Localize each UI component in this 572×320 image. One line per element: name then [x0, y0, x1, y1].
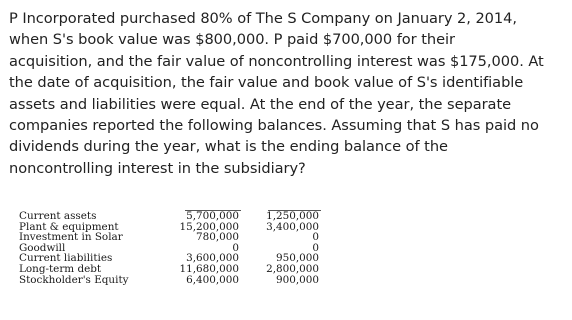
row-label: Plant & equipment [19, 220, 119, 233]
s-value: 3,400,000 [266, 220, 319, 233]
question-line: companies reported the following balances. Assuming that S has paid no [9, 117, 539, 135]
s-value: 0 [312, 231, 319, 244]
p-value: 3,600,000 [186, 252, 239, 265]
s-value: 900,000 [276, 273, 319, 286]
row-label: Stockholder's Equity [19, 273, 129, 286]
question-line: acquisition, and the fair value of noncontrolling interest was $175,000. At [9, 52, 544, 70]
question-line: dividends during the year, what is the ending balance of the [9, 138, 448, 156]
row-label: Goodwill [19, 241, 66, 254]
p-value: 780,000 [196, 231, 239, 244]
question-line: noncontrolling interest in the subsidiary? [9, 159, 306, 177]
s-value: 950,000 [276, 252, 319, 265]
row-label: Long-term debt [19, 262, 102, 275]
s-value: 0 [312, 241, 319, 254]
question-line: when S's book value was $800,000. P paid $700,000 for their [9, 31, 455, 49]
row-label: Investment in Solar [19, 231, 123, 244]
p-value: 5,700,000 [186, 210, 239, 222]
row-label: Current liabilities [19, 252, 113, 265]
question-line: P Incorporated purchased 80% of The S Company on January 2, 2014, [9, 10, 517, 27]
question-text [9, 8, 559, 179]
s-value: 2,800,000 [266, 262, 319, 275]
question-line: the date of acquisition, the fair value and book value of S's identifiable [9, 74, 524, 92]
p-value: 11,680,000 [179, 262, 239, 275]
row-label: Current assets [19, 210, 97, 222]
p-value: 6,400,000 [186, 273, 239, 286]
p-value: 15,200,000 [179, 220, 239, 233]
p-value: 0 [232, 241, 239, 254]
s-value: 1,250,000 [266, 210, 319, 222]
question-line: assets and liabilities were equal. At the end of the year, the separate [9, 95, 512, 113]
